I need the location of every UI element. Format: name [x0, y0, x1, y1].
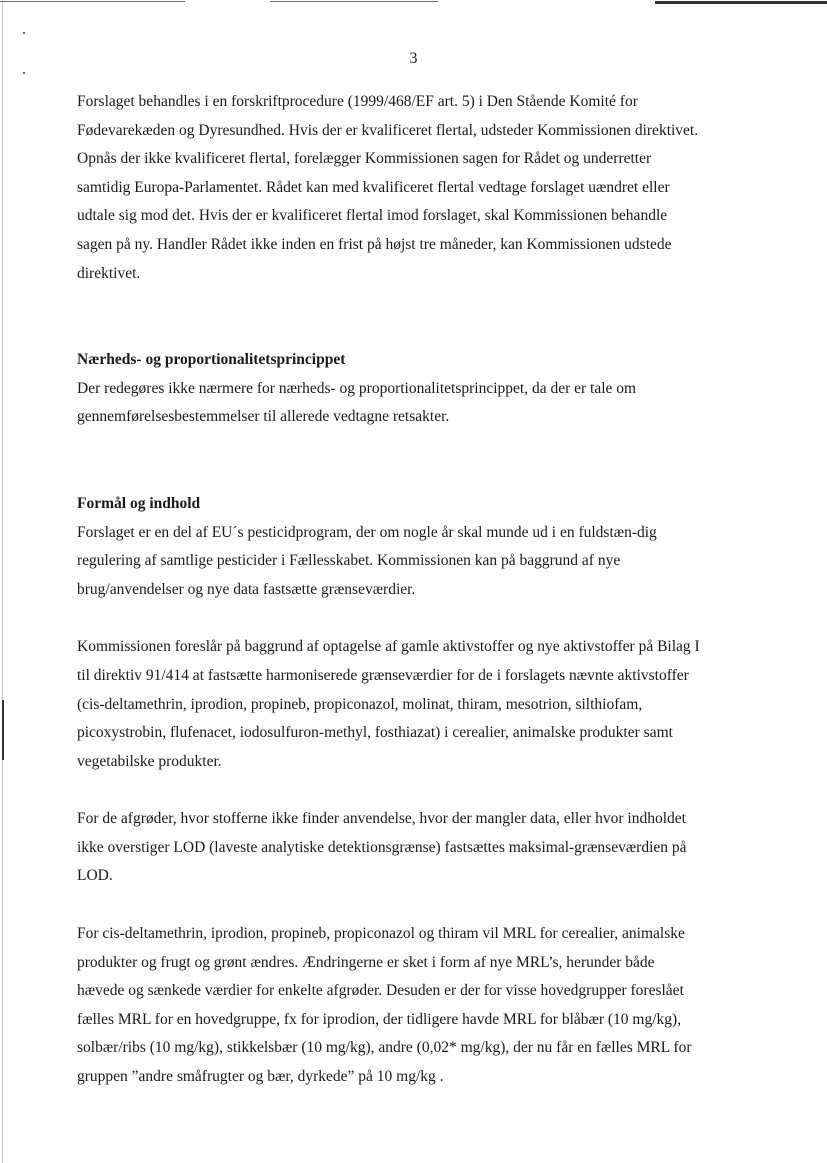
scan-left-mark: [2, 700, 4, 760]
section-heading-subsidiarity: Nærheds- og proportionalitetsprincippet: [77, 351, 346, 369]
text-line: sagen på ny. Handler Rådet ikke inden en frist på højst tre måneder, kan Kommissionen udstede: [77, 235, 672, 253]
text-line: vegetabilske produkter.: [77, 752, 222, 770]
scan-top-line-middle: [270, 1, 438, 2]
text-line: Opnås der ikke kvalificeret flertal, forelægger Kommissionen sagen for Rådet og underretter: [77, 150, 652, 168]
text-line: LOD.: [77, 867, 113, 885]
text-line: ikke overstiger LOD (laveste analytiske detektionsgrænse) fastsættes maksimal-grænseværdien på: [77, 838, 687, 856]
text-line: gruppen ”andre småfrugter og bær, dyrkede” på 10 mg/kg .: [77, 1068, 444, 1086]
document-body: [77, 88, 767, 1092]
text-line: gennemførelsesbestemmelser til allerede vedtagne retsakter.: [77, 408, 450, 426]
text-line: hævede og sænkede værdier for enkelte afgrøder. Desuden er der for visse hovedgrupper foreslået: [77, 982, 684, 1000]
paragraph-subsidiarity: [77, 375, 767, 432]
text-line: direktivet.: [77, 264, 141, 282]
text-line: picoxystrobin, flufenacet, iodosulfuron-methyl, fosthiazat) i cerealier, animalske produkter samt: [77, 724, 673, 742]
text-line: fælles MRL for en hovedgruppe, fx for iprodion, der tidligere havde MRL for blåbær (10 mg/kg),: [77, 1010, 682, 1028]
scan-left-edge: [2, 0, 3, 1163]
text-line: Forslaget er en del af EU´s pesticidprogram, der om nogle år skal munde ud i en fuldstæn-dig: [77, 523, 657, 541]
text-line: regulering af samtlige pesticider i Fællesskabet. Kommissionen kan på baggrund af nye: [77, 552, 621, 570]
text-line: Forslaget behandles i en forskriftprocedure (1999/468/EF art. 5) i Den Stående Komité for: [77, 93, 638, 110]
text-line: produkter og frugt og grønt ændres. Ændringerne er sket i form af nye MRL’s, herunder både: [77, 953, 655, 971]
text-line: udtale sig mod det. Hvis der er kvalificeret flertal imod forslaget, skal Kommissionen behandle: [77, 207, 668, 225]
scan-top-line-left: [0, 1, 185, 2]
text-line: til direktiv 91/414 at fastsætte harmoniserede grænseværdier for de i forslagets nævnte aktivstoffer: [77, 666, 689, 684]
page-number: 3: [409, 50, 418, 67]
text-line: Kommissionen foreslår på baggrund af optagelse af gamle aktivstoffer og nye aktivstoffer på Bilag I: [77, 638, 700, 656]
paragraph-proposal: [77, 633, 767, 776]
scan-speck: [23, 72, 25, 74]
paragraph-procedure: [77, 88, 767, 288]
text-line: brug/anvendelser og nye data fastsætte grænseværdier.: [77, 580, 416, 598]
paragraph-lod: [77, 805, 767, 891]
text-line: solbær/ribs (10 mg/kg), stikkelsbær (10 mg/kg), andre (0,02* mg/kg), der nu får en fælles MRL for: [77, 1039, 692, 1057]
scan-top-line-right: [655, 1, 827, 4]
scan-speck: [23, 32, 25, 34]
paragraph-mrl: [77, 920, 767, 1092]
text-line: Fødevarekæden og Dyresundhed. Hvis der er kvalificeret flertal, udsteder Kommissionen direktivet.: [77, 121, 699, 139]
section-heading-purpose: Formål og indhold: [77, 494, 201, 512]
text-line: For cis-deltamethrin, iprodion, propineb, propiconazol og thiram vil MRL for cerealier, animalske: [77, 925, 685, 943]
text-line: For de afgrøder, hvor stofferne ikke finder anvendelse, hvor der mangler data, eller hvor indholdet: [77, 810, 686, 828]
text-line: Der redegøres ikke nærmere for nærheds- og proportionalitetsprincippet, da der er tale om: [77, 379, 637, 397]
paragraph-purpose: [77, 519, 767, 605]
text-line: (cis-deltamethrin, iprodion, propineb, propiconazol, molinat, thiram, mesotrion, silthiofam,: [77, 695, 643, 713]
text-line: samtidig Europa-Parlamentet. Rådet kan med kvalificeret flertal vedtage forslaget uændret eller: [77, 178, 670, 196]
